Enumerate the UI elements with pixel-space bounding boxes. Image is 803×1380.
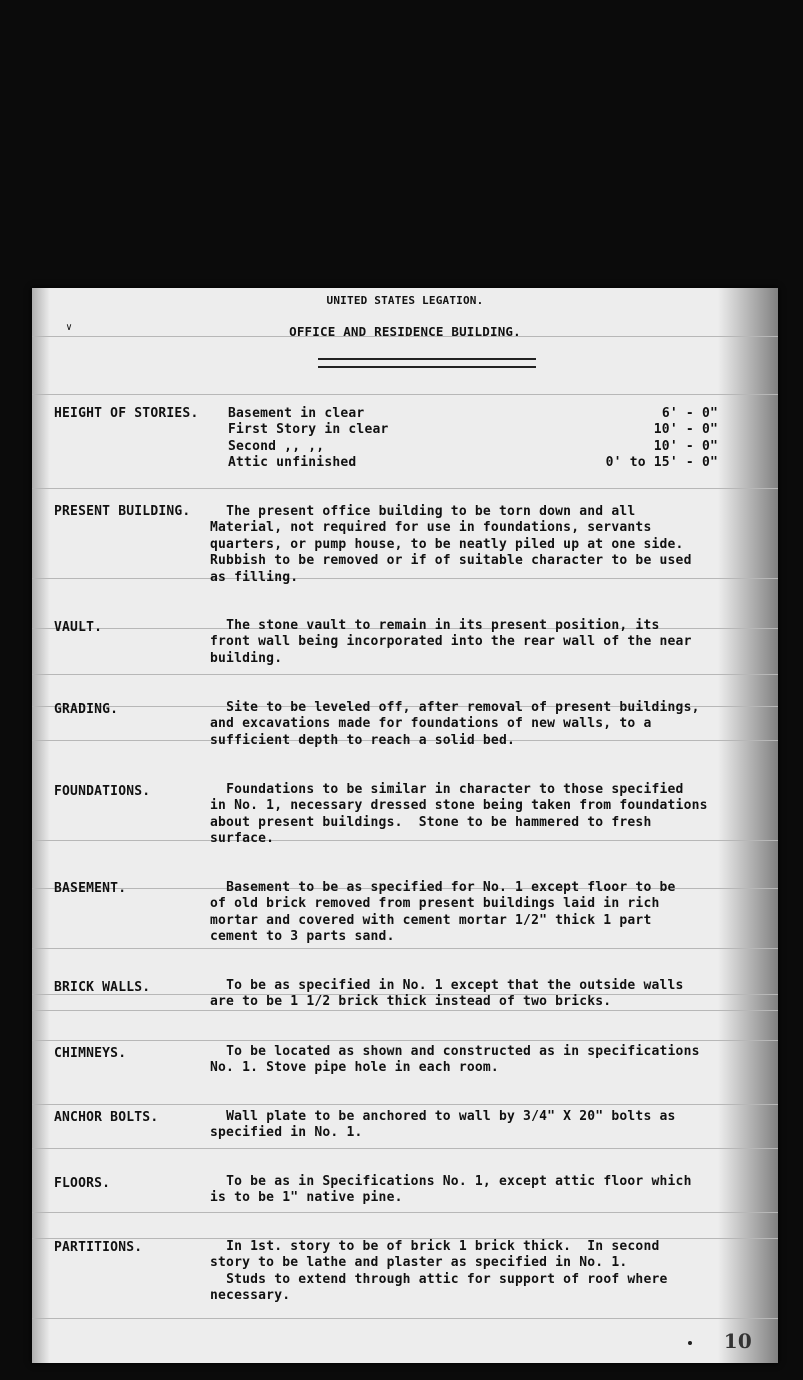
ruled-line	[32, 948, 778, 949]
row-label: First Story in clear	[228, 422, 389, 438]
table-row	[228, 406, 718, 422]
table-row	[228, 455, 718, 471]
height-of-stories-table	[228, 406, 718, 472]
section-text-partitions: In 1st. story to be of brick 1 brick thick. In second story to be lathe and plaster as specified in No. 1. Studs to extend through attic for support of roof where necessary.	[210, 1239, 668, 1304]
page-title: OFFICE AND RESIDENCE BUILDING.	[289, 324, 521, 339]
section-label-floors: FLOORS.	[54, 1176, 111, 1191]
ruled-line	[32, 1148, 778, 1149]
section-label-chimneys: CHIMNEYS.	[54, 1046, 127, 1061]
ruled-line	[32, 394, 778, 395]
section-label-anchor-bolts: ANCHOR BOLTS.	[54, 1110, 159, 1125]
section-label-partitions: PARTITIONS.	[54, 1240, 143, 1255]
title-double-rule	[318, 358, 536, 368]
section-label-grading: GRADING.	[54, 702, 119, 717]
row-label: Second ,, ,,	[228, 438, 325, 454]
section-text-brick-walls: To be as specified in No. 1 except that the outside walls are to be 1 1/2 brick thick instead of two bricks.	[210, 978, 684, 1010]
table-row	[228, 439, 718, 455]
section-text-present-building: The present office building to be torn down and all Material, not required for use in foundations, servants quarters, or pump house, to be neatly piled up at one side. Rubbish to be removed or if of suitable character to be used as filling.	[210, 504, 692, 585]
section-text-chimneys: To be located as shown and constructed as in specifications No. 1. Stove pipe hole in each room.	[210, 1044, 700, 1076]
ruled-line	[32, 1318, 778, 1319]
section-label-height-of-stories: HEIGHT OF STORIES.	[54, 406, 199, 421]
row-value: 6' - 0"	[661, 406, 718, 421]
section-label-vault: VAULT.	[54, 620, 103, 635]
section-text-floors: To be as in Specifications No. 1, except attic floor which is to be 1" native pine.	[210, 1174, 692, 1206]
section-label-brick-walls: BRICK WALLS.	[54, 980, 151, 995]
row-label: Attic unfinished	[228, 455, 357, 471]
ruled-line	[32, 488, 778, 489]
section-label-foundations: FOUNDATIONS.	[54, 784, 151, 799]
section-text-basement: Basement to be as specified for No. 1 except floor to be of old brick removed from present buildings laid in rich mortar and covered with cement mortar 1/2" thick 1 part cement to 3 parts sand.	[210, 880, 676, 945]
section-text-anchor-bolts: Wall plate to be anchored to wall by 3/4" X 20" bolts as specified in No. 1.	[210, 1109, 676, 1141]
document-page	[32, 288, 778, 1363]
row-value: 10' - 0"	[653, 438, 718, 454]
table-row	[228, 422, 718, 438]
row-value: 10' - 0"	[653, 422, 718, 438]
section-text-foundations: Foundations to be similar in character to those specified in No. 1, necessary dressed stone being taken from foundations about present buildings. Stone to be hammered to fresh surface.	[210, 782, 708, 847]
section-label-present-building: PRESENT BUILDING.	[54, 504, 191, 519]
ruled-line	[32, 1212, 778, 1213]
ruled-line	[32, 1040, 778, 1041]
section-label-basement: BASEMENT.	[54, 881, 127, 896]
check-mark-icon: ∨	[66, 322, 73, 333]
section-text-grading: Site to be leveled off, after removal of present buildings, and excavations made for foundations of new walls, to a sufficient depth to reach a solid bed.	[210, 700, 700, 748]
ruled-line	[32, 674, 778, 675]
page-number: 10	[723, 1329, 752, 1353]
row-value: 0' to 15' - 0"	[605, 455, 718, 471]
page-dot	[688, 1341, 692, 1345]
section-text-vault: The stone vault to remain in its present position, its front wall being incorporated into the rear wall of the near building.	[210, 618, 692, 666]
row-label: Basement in clear	[228, 406, 365, 421]
header-legation: UNITED STATES LEGATION.	[326, 294, 484, 307]
ruled-line	[32, 1104, 778, 1105]
